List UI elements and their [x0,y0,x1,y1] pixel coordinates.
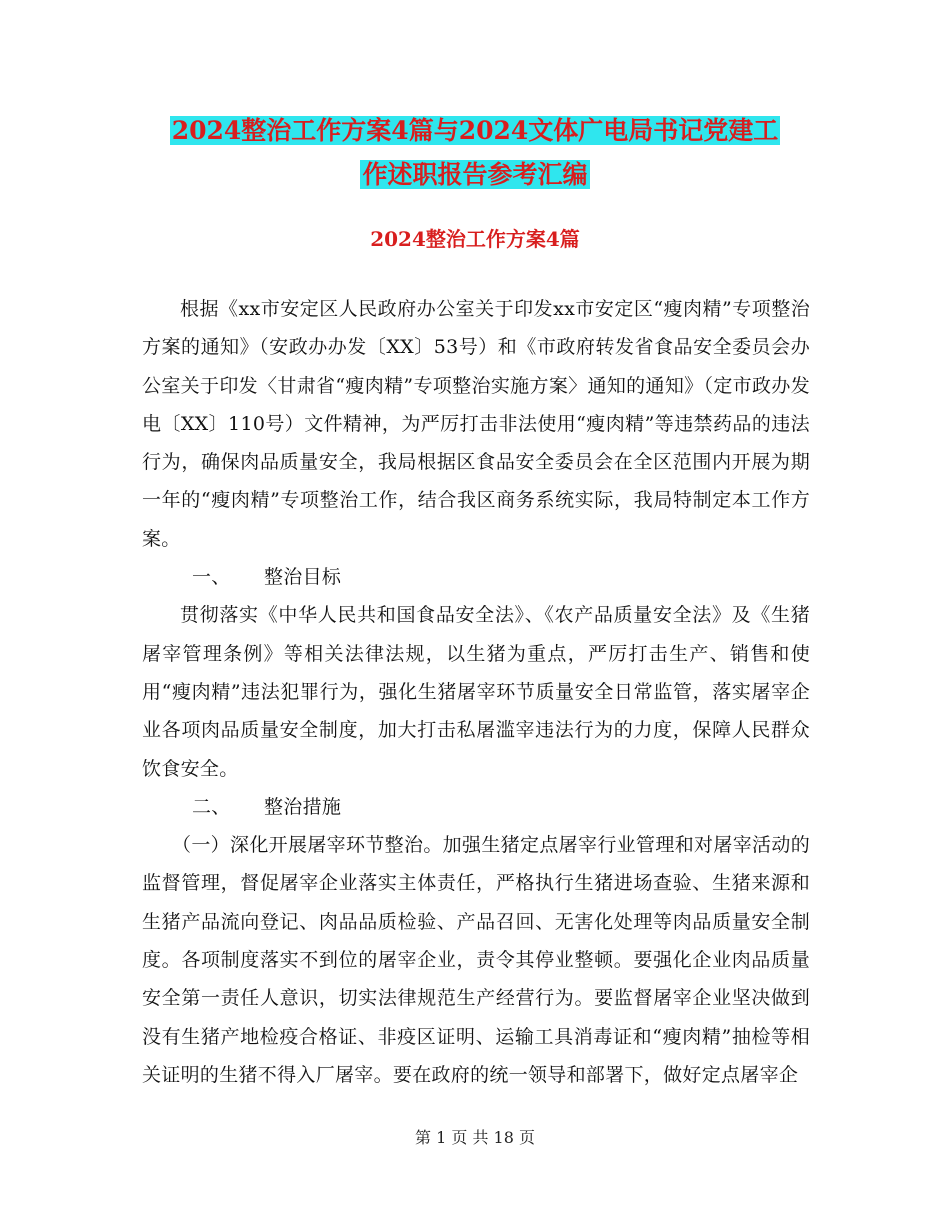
document-body [142,290,810,1094]
document-title-line-2 [0,156,950,194]
heading-text: 整治措施 [264,795,342,818]
title-highlight: 作述职报告参考汇编 [362,160,588,189]
heading-text: 整治目标 [264,566,342,589]
intro-paragraph: 根据《xx市安定区人民政府办公室关于印发xx市安定区“瘦肉精”专项整治方案的通知》（安政办办发〔XX〕53号）和《市政府转发省食品安全委员会办公室关于印发〈甘肃省“瘦肉精”专项整治实施方案〉通知的通知》（定市政办发电〔XX〕110号）文件精神，为严厉打击非法使用“瘦肉精”等违禁药品的违法行为，确保肉品质量安全，我局根据区食品安全委员会在全区范围内开展为期一年的“瘦肉精”专项整治工作，结合我区商务系统实际，我局特制定本工作方案。 [142,298,810,550]
heading-measures [142,788,810,826]
heading-goals [142,558,810,596]
goal-paragraph: 贯彻落实《中华人民共和国食品安全法》、《农产品质量安全法》及《生猪屠宰管理条例》等相关法律法规，以生猪为重点，严厉打击生产、销售和使用“瘦肉精”违法犯罪行为，强化生猪屠宰环节质量安全日常监管，落实屠宰企业各项肉品质量安全制度，加大打击私屠滥宰违法行为的力度，保障人民群众饮食安全。 [142,604,810,780]
title-highlight: 2024整治工作方案4篇与2024文体广电局书记党建工 [171,116,779,145]
section-title: 2024整治工作方案4篇 [370,227,580,251]
heading-number: 二、 [192,795,231,818]
document-title-line-1 [0,112,950,150]
page-footer: 第 1 页 共 18 页 [415,1128,535,1147]
measure-paragraph: （一）深化开展屠宰环节整治。加强生猪定点屠宰行业管理和对屠宰活动的监督管理，督促屠宰企业落实主体责任，严格执行生猪进场查验、生猪来源和生猪产品流向登记、肉品品质检验、产品召回、无害化处理等肉品质量安全制度。各项制度落实不到位的屠宰企业，责令其停业整顿。要强化企业肉品质量安全第一责任人意识，切实法律规范生产经营行为。要监督屠宰企业坚决做到没有生猪产地检疫合格证、非疫区证明、运输工具消毒证和“瘦肉精”抽检等相关证明的生猪不得入厂屠宰。要在政府的统一领导和部署下，做好定点屠宰企 [142,834,810,1086]
heading-number: 一、 [192,566,231,589]
